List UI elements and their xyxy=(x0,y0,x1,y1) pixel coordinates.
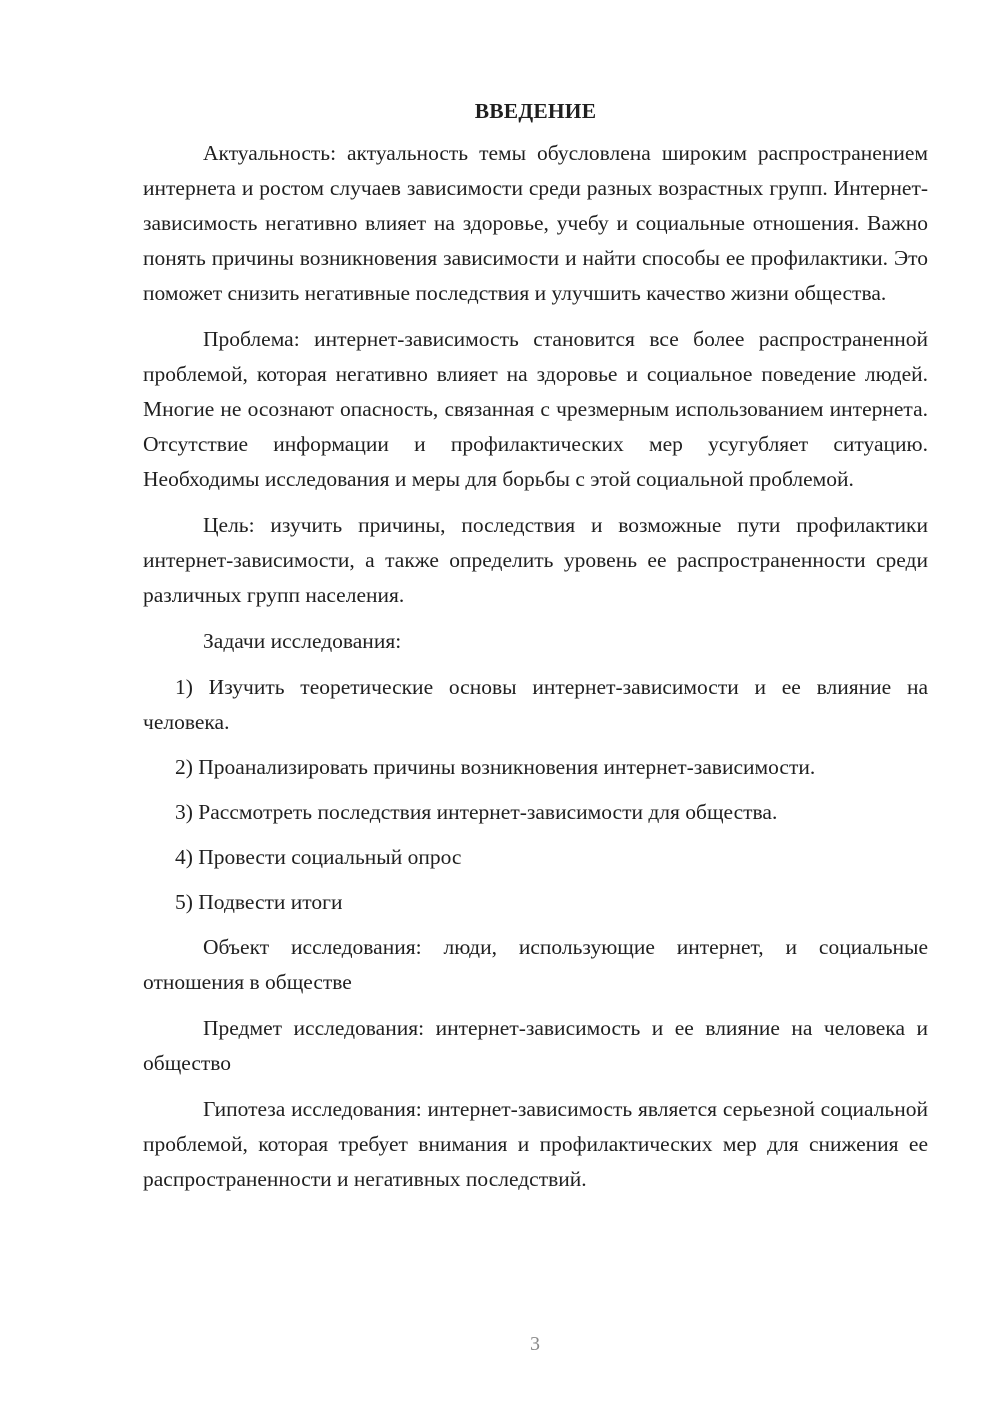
hypothesis-paragraph: Гипотеза исследования: интернет-зависимость является серьезной социальной проблемой, которая требует внимания и профилактических мер для снижения ее распространенности и негативных последствий. xyxy=(143,1097,928,1191)
task-item: 4) Провести социальный опрос xyxy=(175,845,462,869)
tasks-title: Задачи исследования: xyxy=(203,629,402,653)
task-item: 5) Подвести итоги xyxy=(175,890,343,914)
task-item: 3) Рассмотреть последствия интернет-зависимости для общества. xyxy=(175,800,778,824)
research-object-paragraph: Объект исследования: люди, использующие интернет, и социальные отношения в обществе xyxy=(143,935,928,994)
relevance-paragraph: Актуальность: актуальность темы обусловлена широким распространением интернета и ростом случаев зависимости среди разных возрастных групп. Интернет-зависимость негативно влияет на здоровье, учебу и социальные отношения. Важно понять причины возникновения зависимости и найти способы ее профилактики. Это поможет снизить негативные последствия и улучшить качество жизни общества. xyxy=(143,141,928,305)
problem-paragraph: Проблема: интернет-зависимость становится все более распространенной проблемой, которая негативно влияет на здоровье и социальное поведение людей. Многие не осознают опасность, связанная с чрезмерным использованием интернета. Отсутствие информации и профилактических мер усугубляет ситуацию. Необходимы исследования и меры для борьбы с этой социальной проблемой. xyxy=(143,327,928,491)
page-number: 3 xyxy=(530,1333,540,1355)
document-body xyxy=(143,96,928,1208)
goal-paragraph: Цель: изучить причины, последствия и возможные пути профилактики интернет-зависимости, а также определить уровень ее распространенности среди различных групп населения. xyxy=(143,513,928,607)
research-subject-paragraph: Предмет исследования: интернет-зависимость и ее влияние на человека и общество xyxy=(143,1016,928,1075)
task-item: 2) Проанализировать причины возникновения интернет-зависимости. xyxy=(175,755,816,779)
task-item: 1) Изучить теоретические основы интернет-зависимости и ее влияние на человека. xyxy=(143,675,928,734)
section-heading: ВВЕДЕНИЕ xyxy=(474,99,597,123)
